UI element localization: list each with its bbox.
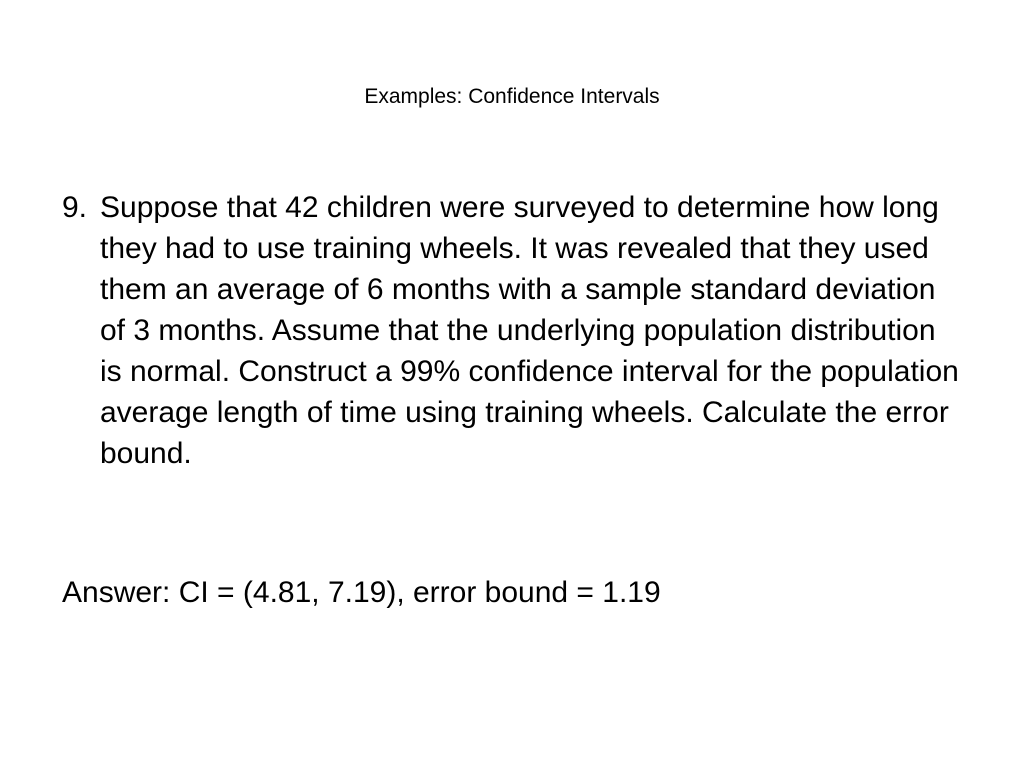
answer-text: Answer: CI = (4.81, 7.19), error bound = 1.19 [62,576,661,609]
question-text: Suppose that 42 children were surveyed to determine how long they had to use training wheels. It was revealed that they used them an average of 6 months with a sample standard deviation of 3 months. Assume that the underlying population distribution is normal. Construct a 99% confidence interval for the population average length of time using training wheels. Calculate the error bound. [100,191,959,470]
question-block [62,187,962,474]
question-number: 9. [62,191,88,224]
slide-title: Examples: Confidence Intervals [364,85,660,108]
